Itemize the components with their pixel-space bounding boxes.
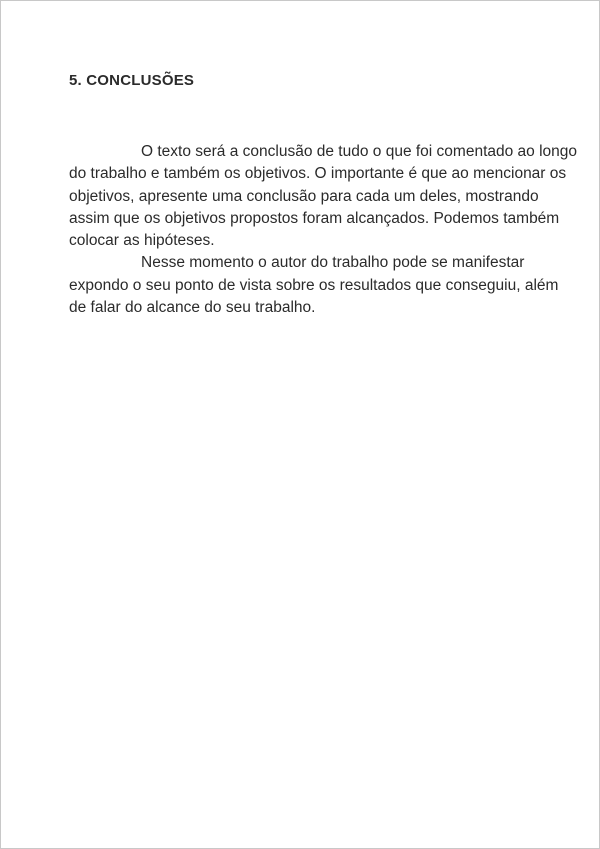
paragraph: O texto será a conclusão de tudo o que foi comentado ao longo do trabalho e também os objetivos. O importante é que ao mencionar os objetivos, apresente uma conclusão para cada um deles, mostrando assim que os objetivos propostos foram alcançados. Podemos também colocar as hipóteses.	[69, 143, 578, 250]
paragraph: Nesse momento o autor do trabalho pode se manifestar expondo o seu ponto de vista sobre os resultados que conseguiu, além de falar do alcance do seu trabalho.	[69, 254, 559, 317]
section-body	[69, 141, 579, 319]
section-heading: 5. CONCLUSÕES	[69, 72, 195, 89]
